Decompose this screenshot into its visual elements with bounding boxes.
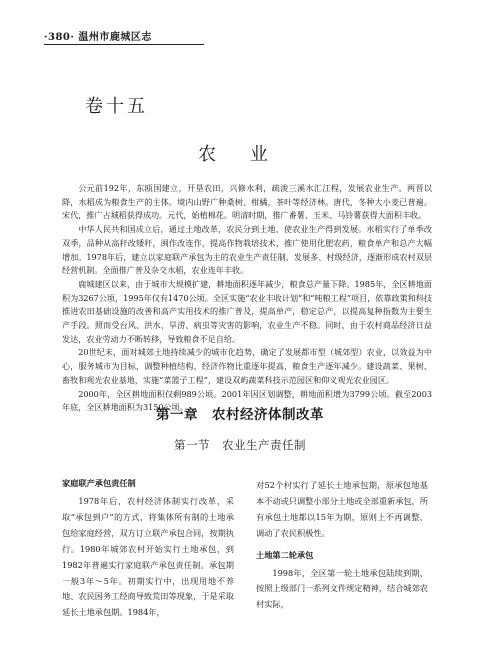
intro-paragraph: 公元前192年，东瓯国建立，开垦农田，兴修水利，疏浚三溪水汇江程，发展农业生产。两晋以降，水稻成为粮食生产的主体。境内山野广种桑树、柑橘，茶叶等经济林。唐代，冬种大小麦已普遍。宋代，推广占城稻获得成功。元代，始植棉花。明清时期，推广番薯、玉米、马铃薯获得大面积丰收。 bbox=[62, 183, 432, 221]
volume-heading: 卷十五 bbox=[85, 96, 148, 117]
section-heading: 第一节 农业生产责任制 bbox=[174, 438, 306, 452]
page-header: ·380· 温州市鹿城区志 bbox=[44, 32, 152, 43]
intro-text bbox=[62, 182, 432, 415]
right-column bbox=[256, 478, 428, 613]
intro-paragraph: 鹿城建区以来，由于城市大规模扩建，耕地面积逐年减少，粮食总产量下降。1985年，全区耕地面积为3267公顷，1995年仅有1470公顷。全区实施“农业丰收计划”和“吨粮工程”项目，依靠政策和科技推进农田基础设施的改善和高产实用技术的推广普及，提高单产，稳定总产，以提高复种指数为主要生产手段。照而受台风、洪水、旱涝、病虫等灾害的影响，农业生产不稳。同时，由于农村商品经济日益发达，农业劳动力不断转移，导致粮食不足自给。 bbox=[62, 278, 432, 344]
left-column bbox=[62, 494, 234, 621]
right-continuation: 对52个村实行了延长土地承包期，原承包地基本不动或只调整小部分土地或全部重新承包，所有承包土地都以15年为期，原则上不再调整，调动了农民积极性。 bbox=[256, 480, 428, 538]
chapter-heading: 第一章 农村经济体制改革 bbox=[156, 407, 324, 423]
part-title: 农 业 bbox=[198, 144, 282, 165]
left-paragraph: 1978年后，农村经济体制实行改革，采取“承包到户”的方式，将集体所有制的土地承包给家庭经营，双方订立联产承包合同，按期执行。1980年城郊农村开始实行土地承包，到1982年普遍实行家庭联产承包责任制。承包期一般3年～5年。初期实行中，出现用地不养地、农民因务工经商导致荒田等现象，于是采取延长土地承包期。1984年， bbox=[62, 496, 234, 618]
left-subhead: 家庭联产承包责任制 bbox=[62, 478, 136, 488]
intro-paragraph: 中华人民共和国成立后，通过土地改革，农民分到土地，使农业生产得到发展。水稻实行了单季改双季，品种从高秆改矮秆，闽作改连作，提高作物栽培技术，推广使用化肥农药，粮食单产和总产大幅增加。1978年后，建立以家庭联产承包为主的农业生产责任制，发展多、村级经济，逐渐形成农村双层经营机制。全面推广普及杂交水稻，农业连年丰收。 bbox=[62, 224, 432, 276]
intro-paragraph: 20世纪末，面对城郊土地持续减少的城市化趋势，确定了发展都市型（城郊型）农业，以效益为中心，服务城市为目标，调整种植结构，经济作物比重逐年提高，粮食生产逐年减少。建设蔬菜、果树、畜牧和观光农业基地，实施“菜篮子工程”，建设双屿蔬菜科技示范园区和仰义观光农业园区。 bbox=[62, 347, 432, 385]
intro-paragraph: 2000年，全区耕地面积仅剩989公顷。2001年因区划调整，耕地面积增为3799公顷。截至2003年底，全区耕地面积为3150公顷。 bbox=[62, 388, 432, 413]
right-paragraph: 1998年，全区第一轮土地承包陆续到期，按照上级部门一系列文件规定精神，结合城郊农村实际， bbox=[256, 567, 428, 610]
header-rule bbox=[44, 44, 204, 45]
right-subhead: 土地第二轮承包 bbox=[256, 549, 314, 560]
